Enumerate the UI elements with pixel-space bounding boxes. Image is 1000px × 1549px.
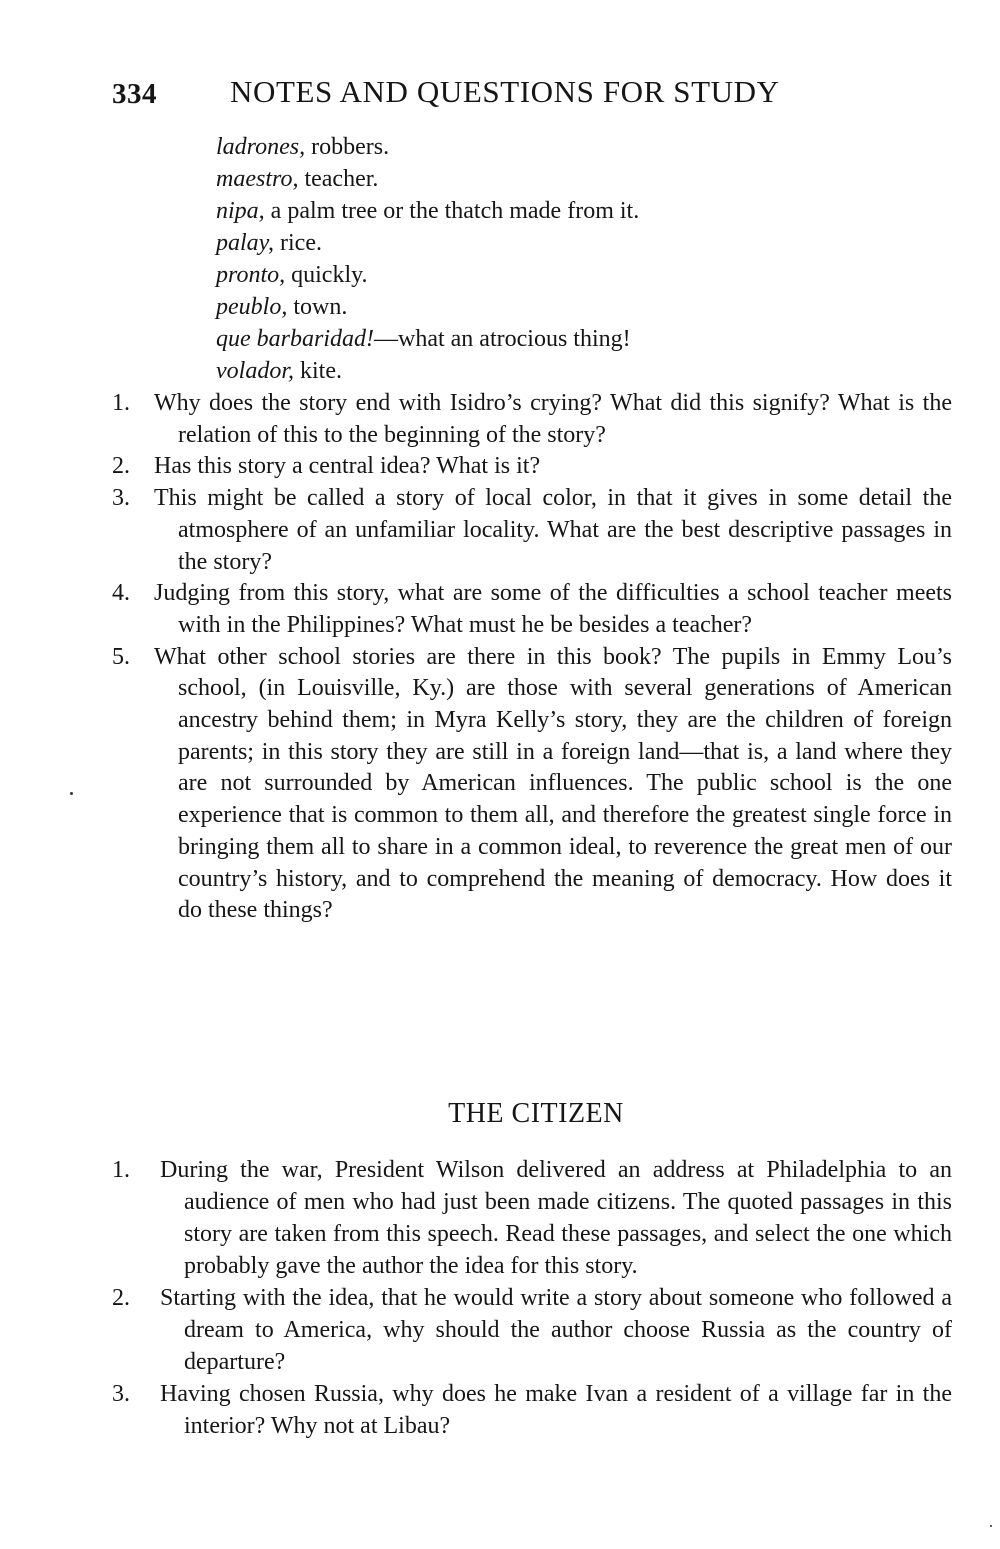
glossary-definition: —what an atrocious thing! [374, 326, 631, 352]
question-item [112, 451, 952, 483]
question-item [112, 1154, 952, 1282]
glossary-definition: quickly. [285, 262, 368, 288]
glossary-definition: a palm tree or the thatch made from it. [264, 198, 640, 224]
glossary-term: maestro, [216, 166, 299, 192]
glossary-item [216, 355, 936, 387]
glossary-item [216, 259, 936, 291]
glossary-definition: robbers. [305, 134, 390, 160]
glossary-term: peublo, [216, 294, 288, 320]
question-text: What other school stories are there in this book? The pupils in Emmy Lou’s school, (in Louisville, Ky.) are those with several generations of American ancestry behind them; in Myra Kelly’s story, they are the children of foreign parents; in this story they are still in a foreign land—that is, a land where they are not surrounded by American influences. The public school is the one experience that is common to them all, and therefore the greatest single force in bringing them all to share in a common ideal, to reverence the great men of our country’s history, and to comprehend the meaning of democracy. How does it do these things? [154, 643, 952, 924]
glossary-list [216, 131, 936, 387]
glossary-term: nipa, [216, 198, 265, 224]
question-number: 5. [112, 643, 130, 670]
question-item [112, 1378, 952, 1442]
question-number: 1. [112, 390, 130, 416]
question-text: During the war, President Wilson delivered an address at Philadelphia to an audience of men who had just been made citizens. The quoted passages in this story are taken from this speech. Read these passages, and select the one which probably gave the author the idea for this story. [160, 1157, 952, 1279]
question-number: 2. [112, 1285, 130, 1311]
question-number: 3. [112, 485, 130, 512]
glossary-term: palay, [216, 230, 274, 256]
question-item [112, 578, 952, 641]
glossary-definition: rice. [274, 230, 322, 256]
question-text: Has this story a central idea? What is it? [154, 453, 541, 480]
question-text: Starting with the idea, that he would write a story about someone who followed a dream to America, why should the author choose Russia as the country of departure? [160, 1285, 952, 1375]
question-text: Judging from this story, what are some of the difficulties a school teacher meets with in the Philippines? What must he be besides a teacher? [154, 580, 952, 638]
section-title: THE CITIZEN [448, 1098, 624, 1129]
glossary-item [216, 227, 936, 259]
question-item [112, 642, 952, 927]
question-number: 2. [112, 453, 130, 480]
scan-speck [990, 1525, 992, 1527]
question-text: Why does the story end with Isidro’s crying? What did this signify? What is the relation of this to the beginning of the story? [154, 390, 952, 448]
running-head: NOTES AND QUESTIONS FOR STUDY [230, 74, 780, 109]
glossary-item [216, 163, 936, 195]
glossary-item [216, 291, 936, 323]
glossary-definition: teacher. [298, 166, 379, 192]
glossary-term: volador, [216, 358, 294, 384]
question-item [112, 1282, 952, 1378]
page-number: 334 [112, 78, 157, 110]
glossary-definition: town. [287, 294, 348, 320]
glossary-term: ladrones, [216, 134, 306, 160]
glossary-term: pronto, [216, 262, 286, 288]
glossary-term: que barbaridad! [216, 326, 374, 352]
glossary-item [216, 195, 936, 227]
citizen-questions [112, 1154, 952, 1442]
question-item [112, 388, 952, 451]
question-number: 4. [112, 580, 130, 607]
glossary-definition: kite. [294, 358, 342, 384]
glossary-item [216, 323, 936, 355]
glossary-item [216, 131, 936, 163]
question-text: This might be called a story of local color, in that it gives in some detail the atmosphere of an unfamiliar locality. What are the best descriptive passages in the story? [154, 485, 952, 575]
page-header [112, 70, 952, 114]
question-number: 1. [112, 1157, 130, 1183]
question-text: Having chosen Russia, why does he make Ivan a resident of a village far in the interior? Why not at Libau? [160, 1381, 952, 1439]
question-item [112, 483, 952, 578]
scan-speck [70, 792, 73, 795]
question-number: 3. [112, 1381, 130, 1407]
study-questions [112, 388, 952, 927]
